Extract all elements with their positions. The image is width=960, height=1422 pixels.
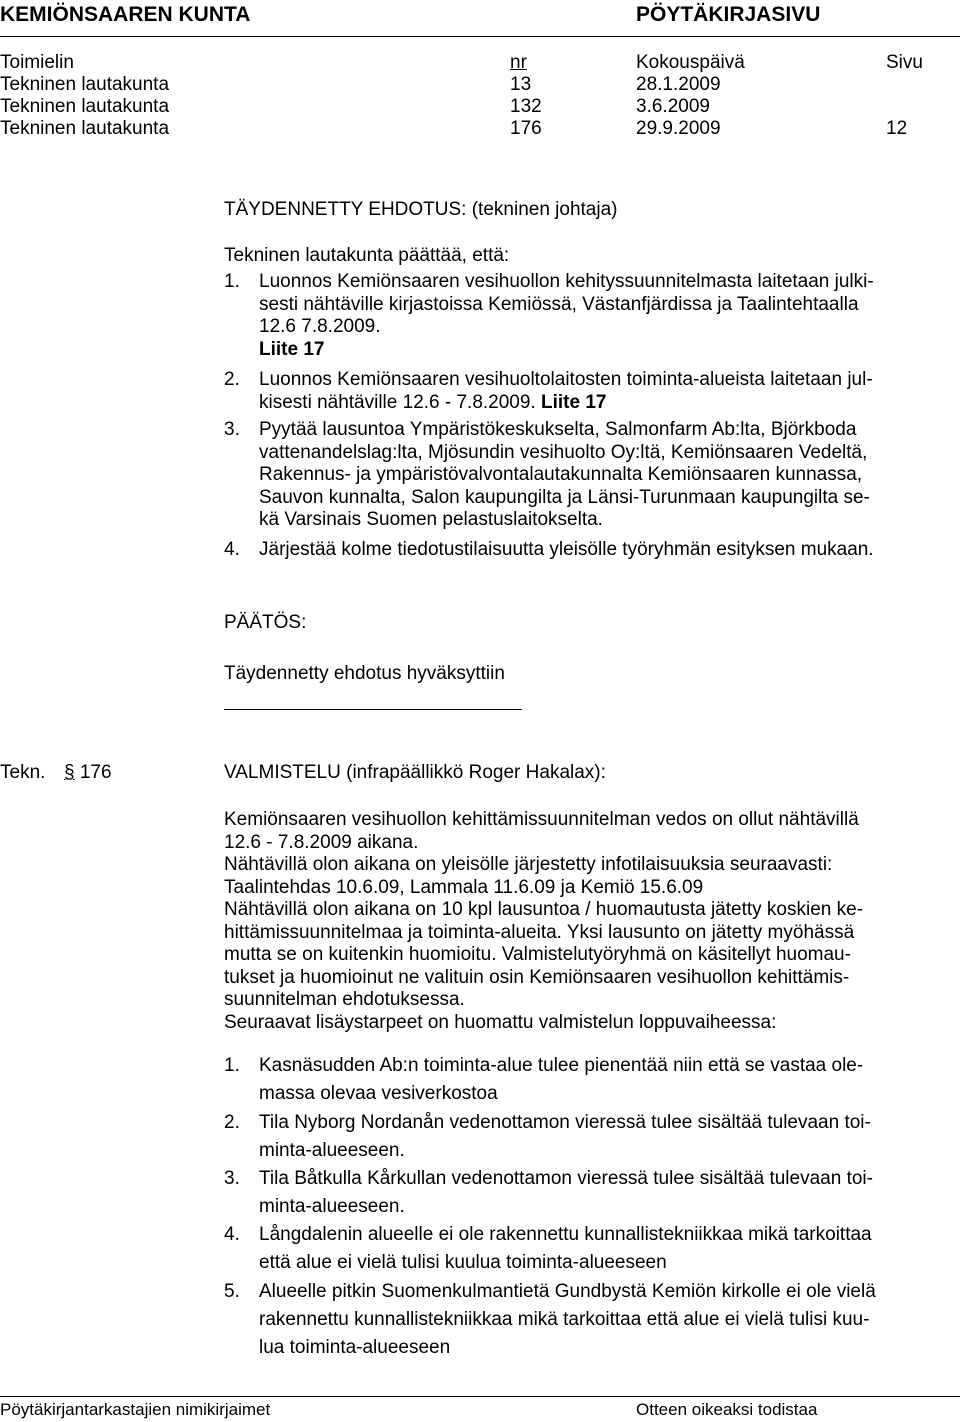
section-item-text — [259, 1221, 872, 1277]
section-item-line: Kasnäsudden Ab:n toiminta-alue tulee pienentää niin että se vastaa ole- — [259, 1055, 864, 1076]
paragraph-line: mutta se on kuitenkin huomioitu. Valmistelutyöryhmä on käsitellyt huomau- — [224, 944, 851, 965]
section-item-text — [259, 1278, 876, 1362]
section-number — [64, 762, 112, 784]
col-page-label: Sivu — [886, 52, 923, 73]
section-item-text — [259, 1165, 873, 1221]
proposal-title: TÄYDENNETTY EHDOTUS: (tekninen johtaja) — [224, 199, 618, 220]
attachment-ref: Liite 17 — [259, 338, 325, 360]
section-label: Tekn. — [0, 762, 46, 783]
section-item-line: massa olevaa vesiverkostoa — [259, 1083, 498, 1104]
proposal-item-text — [259, 419, 870, 532]
section-item-line: minta-alueeseen. — [259, 1140, 405, 1161]
proposal-item-line: Luonnos Kemiönsaaren vesihuoltolaitosten toiminta-alueista laitetaan jul- — [259, 369, 873, 390]
section-item-line: Tila Båtkulla Kårkullan vedenottamon vieressä tulee sisältää tulevaan toi- — [259, 1168, 873, 1189]
header-row-page: 12 — [886, 118, 908, 139]
proposal-item-text — [259, 539, 874, 562]
section-item-line: että alue ei vielä tulisi kuulua toiminta-alueeseen — [259, 1252, 667, 1273]
header-row-nr: 176 — [510, 118, 542, 139]
proposal-item-line: Pyytää lausuntoa Ympäristökeskukselta, Salmonfarm Ab:lta, Björkboda — [259, 419, 857, 440]
paragraph-line: suunnitelman ehdotuksessa. — [224, 989, 465, 1010]
header-row-organ: Tekninen lautakunta — [0, 118, 170, 139]
paragraph-line: tukset ja huomioinut ne valituin osin Kemiönsaaren vesihuollon kehittämis- — [224, 966, 850, 988]
section-item-line: rakennettu kunnallistekniikkaa mikä tarkoittaa että alue ei vielä tulisi kuu- — [259, 1309, 870, 1330]
section-item-line: minta-alueeseen. — [259, 1196, 405, 1217]
header-row-date: 29.9.2009 — [636, 118, 721, 139]
document-type: PÖYTÄKIRJASIVU — [636, 3, 821, 26]
paragraph-line: Seuraavat lisäystarpeet on huomattu valmistelun loppuvaiheessa: — [224, 1011, 777, 1033]
paragraph-line: Taalintehdas 10.6.09, Lammala 11.6.09 ja Kemiö 15.6.09 — [224, 876, 704, 898]
proposal-item-text — [259, 271, 874, 361]
footer-left: Pöytäkirjantarkastajien nimikirjaimet — [0, 1400, 271, 1419]
proposal-item-line: kä Varsinais Suomen pelastuslaitokselta. — [259, 509, 603, 530]
header-rule — [0, 36, 960, 37]
proposal-item-num: 4. — [224, 539, 240, 560]
section-title: VALMISTELU (infrapäällikkö Roger Hakalax): — [224, 762, 606, 783]
proposal-item-line: vattenandelslag:lta, Mjösundin vesihuolto Oy:ltä, Kemiönsaaren Vedeltä, — [259, 441, 868, 463]
proposal-item-num: 3. — [224, 419, 240, 440]
proposal-item-line: 12.6 7.8.2009. — [259, 316, 381, 337]
footer-rule — [0, 1396, 960, 1397]
header-row-organ: Tekninen lautakunta — [0, 96, 170, 117]
section-item-num: 4. — [224, 1224, 240, 1245]
section-item-line: Tila Nyborg Nordanån vedenottamon vieressä tulee sisältää tulevaan toi- — [259, 1112, 871, 1133]
paragraph-sign: § — [64, 762, 75, 783]
proposal-item-num: 1. — [224, 271, 240, 292]
header-row-date: 3.6.2009 — [636, 96, 710, 117]
col-date-label: Kokouspäivä — [636, 52, 745, 73]
section-item-line: Långdalenin alueelle ei ole rakennettu kunnallistekniikkaa mikä tarkoittaa — [259, 1224, 872, 1245]
signature-line — [224, 709, 522, 710]
header-row-nr: 132 — [510, 96, 542, 117]
section-item-text — [259, 1109, 871, 1165]
col-nr-label: nr — [510, 52, 527, 73]
proposal-item-line: sesti nähtäville kirjastoissa Kemiössä, Västanfjärdissa ja Taalintehtaalla — [259, 293, 859, 315]
header-row-organ: Tekninen lautakunta — [0, 74, 170, 95]
header-row-date: 28.1.2009 — [636, 74, 721, 95]
org-name: KEMIÖNSAAREN KUNTA — [0, 3, 251, 26]
paragraph-line: 12.6 - 7.8.2009 aikana. — [224, 831, 419, 853]
proposal-item-line: Sauvon kunnalta, Salon kaupungilta ja Länsi-Turunmaan kaupungilta se- — [259, 486, 870, 508]
section-item-text — [259, 1052, 863, 1108]
section-item-line: Alueelle pitkin Suomenkulmantietä Gundbystä Kemiön kirkolle ei ole vielä — [259, 1281, 876, 1302]
header-row-nr: 13 — [510, 74, 532, 95]
proposal-item-text — [259, 369, 873, 414]
section-number-value: 176 — [79, 762, 112, 783]
proposal-item-line: Järjestää kolme tiedotustilaisuutta yleisölle työryhmän esityksen mukaan. — [259, 539, 874, 560]
paragraph-line: hittämissuunnitelmaa ja toiminta-alueita. Yksi lausunto on jätetty myöhässä — [224, 921, 855, 943]
section-item-num: 5. — [224, 1281, 240, 1302]
section-paragraph — [224, 809, 863, 1034]
proposal-item-line: Rakennus- ja ympäristövalvontalautakunnalta Kemiönsaaren kunnassa, — [259, 464, 863, 485]
proposal-intro: Tekninen lautakunta päättää, että: — [224, 245, 510, 266]
attachment-ref: Liite 17 — [541, 391, 607, 413]
decision-title: PÄÄTÖS: — [224, 612, 307, 633]
paragraph-line: Kemiönsaaren vesihuollon kehittämissuunnitelman vedos on ollut nähtävillä — [224, 809, 859, 830]
proposal-item-line — [259, 392, 873, 415]
paragraph-line: Nähtävillä olon aikana on 10 kpl lausuntoa / huomautusta jätetty koskien ke- — [224, 899, 864, 920]
proposal-item-line-text: kisesti nähtäville 12.6 - 7.8.2009. — [259, 391, 536, 413]
section-item-num: 1. — [224, 1055, 240, 1076]
section-item-num: 3. — [224, 1168, 240, 1189]
proposal-item-num: 2. — [224, 369, 240, 390]
footer-right: Otteen oikeaksi todistaa — [636, 1400, 818, 1419]
paragraph-line: Nähtävillä olon aikana on yleisölle järjestetty infotilaisuuksia seuraavasti: — [224, 854, 833, 875]
col-organ-label: Toimielin — [0, 52, 74, 73]
decision-text: Täydennetty ehdotus hyväksyttiin — [224, 663, 505, 684]
section-item-line: lua toiminta-alueeseen — [259, 1337, 451, 1358]
proposal-item-line: Luonnos Kemiönsaaren vesihuollon kehityssuunnitelmasta laitetaan julki- — [259, 271, 874, 292]
section-item-num: 2. — [224, 1112, 240, 1133]
